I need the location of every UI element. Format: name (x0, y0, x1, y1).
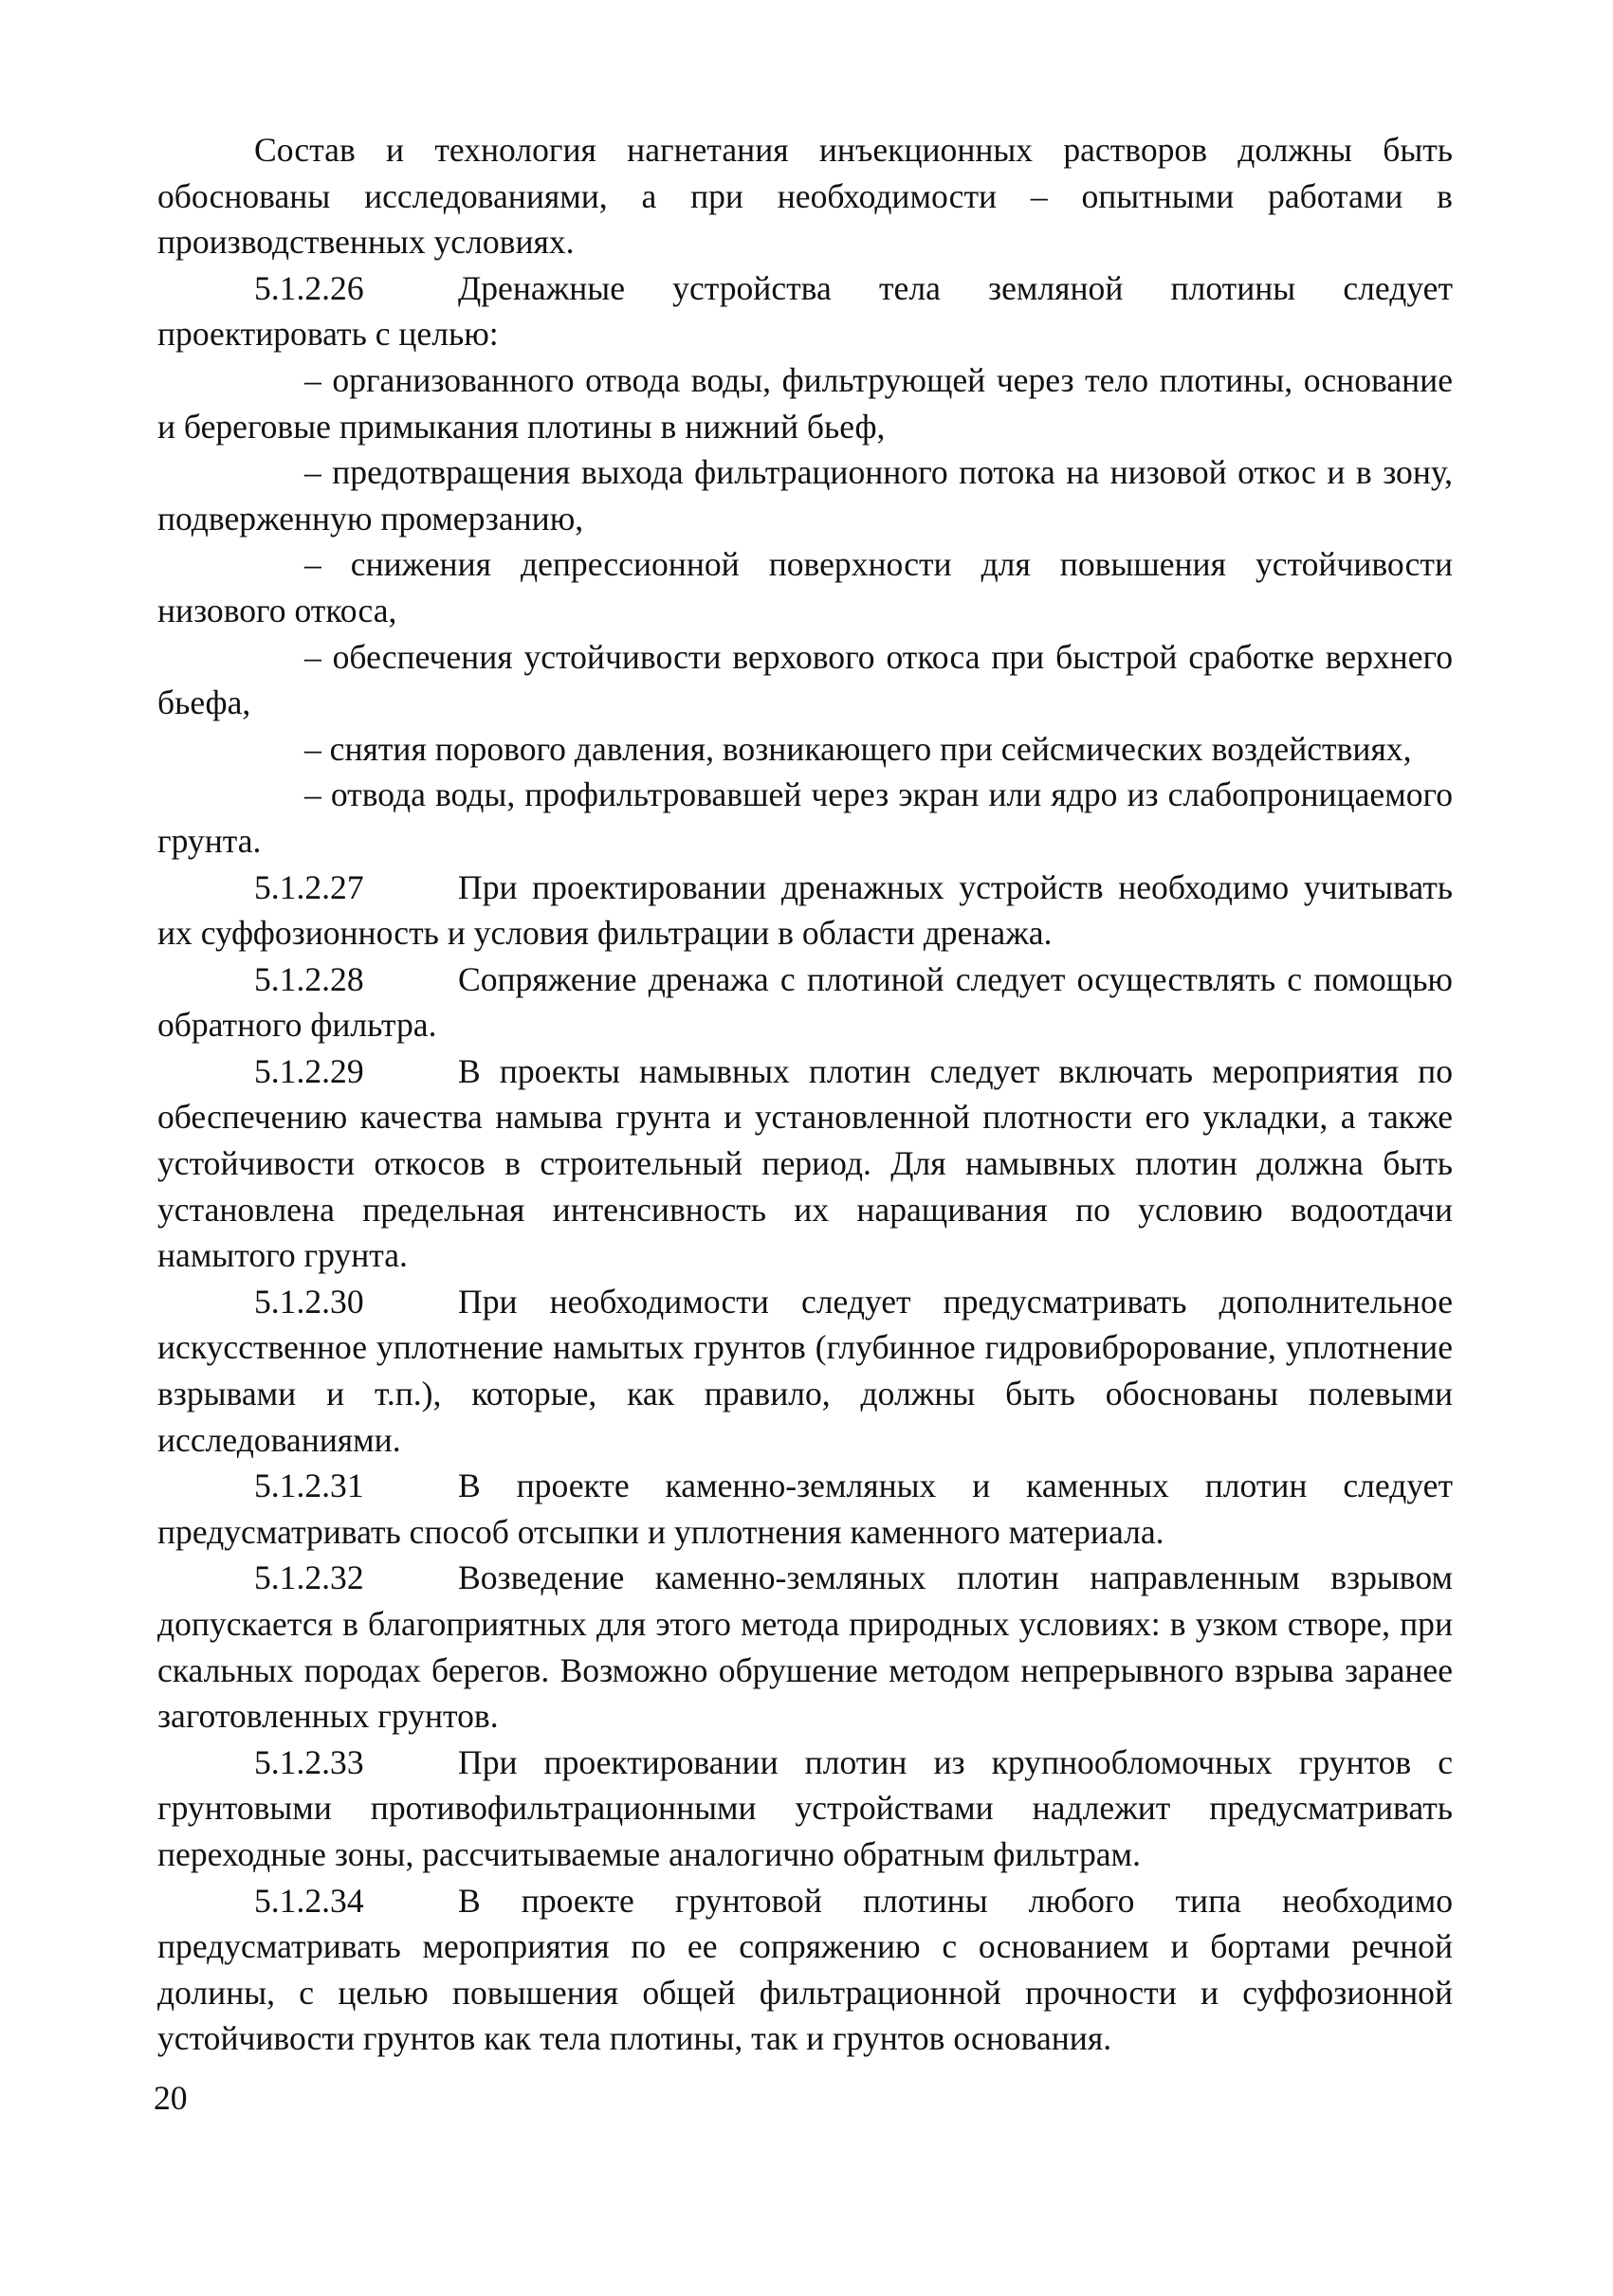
clause-number: 5.1.2.31 (254, 1467, 364, 1505)
clause-5-1-2-33 (157, 1740, 1453, 1878)
clause-number: 5.1.2.29 (254, 1051, 364, 1090)
clause-text: При проектировании плотин из крупнообломочных грунтов с грунтовыми противофильтрационными устройствами надлежит предусматривать переходные зоны, рассчитываемые аналогично обратным фильтрам. (157, 1742, 1453, 1873)
clause-5-1-2-30 (157, 1279, 1453, 1463)
clause-5-1-2-34 (157, 1878, 1453, 2062)
clause-number: 5.1.2.30 (254, 1282, 364, 1321)
clause-text: В проекты намывных плотин следует включать мероприятия по обеспечению качества намыва грунта и установленной плотности его укладки, а также устойчивости откосов в строительный период. Для намывных плотин должна быть установлена предельная интенсивность их наращивания по условию водоотдачи намытого грунта. (157, 1051, 1453, 1275)
clause-5-1-2-32 (157, 1555, 1453, 1739)
clause-5-1-2-31 (157, 1463, 1453, 1555)
page-number: 20 (154, 2079, 188, 2117)
clause-number: 5.1.2.28 (254, 959, 364, 998)
list-item: – отвода воды, профильтровавшей через экран или ядро из слабопроницаемого грунта. (157, 775, 1453, 860)
clause-number: 5.1.2.26 (254, 268, 364, 307)
clause-text: Дренажные устройства тела земляной плотины следует проектировать с целью: (157, 268, 1453, 354)
clause-text: Сопряжение дренажа с плотиной следует осуществлять с помощью обратного фильтра. (157, 959, 1453, 1045)
clause-5-1-2-26 (157, 265, 1453, 357)
clause-text: В проекте грунтовой плотины любого типа необходимо предусматривать мероприятия по ее сопряжению с основанием и бортами речной долины, с целью повышения общей фильтрационной прочности и суффозионной устойчивости грунтов как тела плотины, так и грунтов основания. (157, 1881, 1453, 2058)
clause-5-1-2-28 (157, 957, 1453, 1048)
list-item: – организованного отвода воды, фильтрующей через тело плотины, основание и береговые примыкания плотины в нижний бьеф, (157, 360, 1453, 446)
intro-paragraph: Состав и технология нагнетания инъекционных растворов должны быть обоснованы исследованиями, а при необходимости – опытными работами в производственных условиях. (157, 131, 1453, 262)
clause-text: В проекте каменно-земляных и каменных плотин следует предусматривать способ отсыпки и уплотнения каменного материала. (157, 1467, 1453, 1551)
clause-text: Возведение каменно-земляных плотин направленным взрывом допускается в благоприятных для этого метода природных условиях: в узком створе, при скальных породах берегов. Возможно обрушение методом непрерывного взрыва заранее заготовленных грунтов. (157, 1558, 1453, 1736)
list-item: – снятия порового давления, возникающего при сейсмических воздействиях, (304, 729, 1412, 768)
clause-number: 5.1.2.32 (254, 1558, 364, 1597)
document-body (157, 127, 1453, 2062)
list-item: – предотвращения выхода фильтрационного потока на низовой откос и в зону, подверженную промерзанию, (157, 453, 1453, 538)
clause-number: 5.1.2.33 (254, 1742, 364, 1781)
clause-number: 5.1.2.27 (254, 867, 364, 906)
clause-text: При проектировании дренажных устройств необходимо учитывать их суффозионность и условия фильтрации в области дренажа. (157, 867, 1453, 953)
clause-text: При необходимости следует предусматривать дополнительное искусственное уплотнение намытых грунтов (глубинное гидровиброрование, уплотнение взрывами и т.п.), которые, как правило, должны быть обоснованы полевыми исследованиями. (157, 1282, 1453, 1459)
list-item: – обеспечения устойчивости верхового откоса при быстрой сработке верхнего бьефа, (157, 637, 1453, 722)
clause-5-1-2-29 (157, 1048, 1453, 1279)
clause-number: 5.1.2.34 (254, 1881, 364, 1920)
clause-5-1-2-27 (157, 865, 1453, 957)
list-item: – снижения депрессионной поверхности для повышения устойчивости низового откоса, (157, 545, 1453, 629)
